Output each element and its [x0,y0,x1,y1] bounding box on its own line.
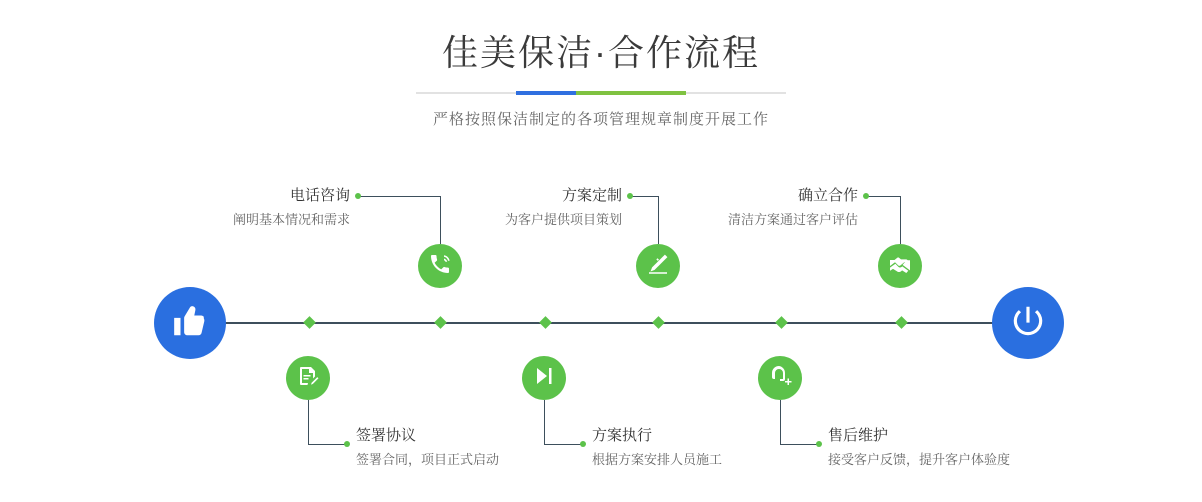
divider-segment-green [576,91,686,95]
step-label-4 [592,426,852,470]
execute-play-icon [532,364,556,393]
title-divider [416,92,786,94]
step-label-3 [380,186,622,230]
page-subtitle: 严格按照保洁制定的各项管理规章制度开展工作 [432,111,769,128]
axis-marker [895,316,908,329]
step-icon-6 [758,356,802,400]
connector-1-dot [355,193,361,199]
axis-marker [434,316,447,329]
step-icon-1 [418,244,462,288]
connector-5-vertical [900,196,901,244]
step-label-5 [608,186,858,230]
step-label-6 [828,426,1128,470]
axis-marker [303,316,316,329]
connector-6-horizontal [780,444,818,445]
connector-5-horizontal [868,196,900,197]
start-node [154,287,226,359]
axis-marker [539,316,552,329]
connector-4-vertical [544,400,545,444]
connector-5-dot [863,193,869,199]
step-title-5: 确立合作 [797,187,858,204]
step-desc-4: 根据方案安排人员施工 [592,452,723,467]
step-title-2: 签署协议 [356,427,417,444]
step-label-1 [100,186,350,230]
step-desc-2: 签署合同，项目正式启动 [356,452,500,467]
step-desc-6: 接受客户反馈，提升客户体验度 [828,452,1011,467]
step-icon-3 [636,244,680,288]
phone-call-icon [428,252,452,281]
step-desc-5: 清洁方案通过客户评估 [727,212,858,227]
power-icon [1009,302,1047,345]
connector-4-horizontal [544,444,582,445]
axis-marker [652,316,665,329]
step-label-2 [356,426,616,470]
support-agent-icon [768,364,792,393]
connector-2-dot [344,441,350,447]
step-icon-2 [286,356,330,400]
page-title: 佳美保洁·合作流程 [442,32,760,73]
end-node [992,287,1064,359]
contract-edit-icon [296,364,320,393]
header [0,30,1202,129]
step-icon-4 [522,356,566,400]
divider-segment-blue [516,91,576,95]
connector-6-dot [816,441,822,447]
axis-marker [775,316,788,329]
connector-4-dot [580,441,586,447]
timeline-axis [200,322,1008,324]
step-title-4: 方案执行 [592,427,653,444]
connector-2-vertical [308,400,309,444]
step-icon-5 [878,244,922,288]
connector-6-vertical [780,400,781,444]
connector-2-horizontal [308,444,346,445]
plan-pen-icon [646,252,670,281]
step-title-3: 方案定制 [561,187,622,204]
handshake-icon [888,252,912,281]
thumbs-up-icon [171,302,209,345]
step-title-6: 售后维护 [828,427,889,444]
step-desc-1: 阐明基本情况和需求 [232,212,350,227]
step-desc-3: 为客户提供项目策划 [504,212,622,227]
step-title-1: 电话咨询 [289,187,350,204]
